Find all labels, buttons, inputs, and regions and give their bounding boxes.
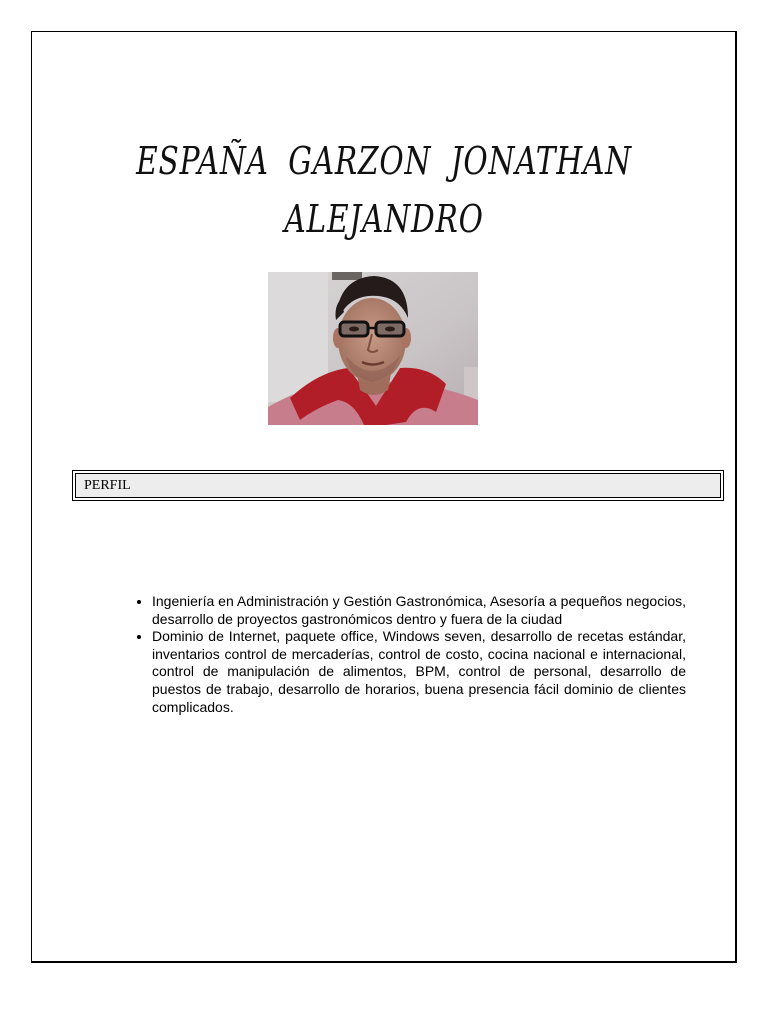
- document-page: [31, 31, 737, 963]
- page-title: [109, 132, 658, 248]
- list-item: • Ingeniería en Administración y Gestión Gastronómica, Asesoría a pequeños negocios, desarrollo de proyectos gastronómicos dentro y fuera de la ciudad: [152, 593, 686, 628]
- profile-list: [129, 593, 686, 716]
- section-title: PERFIL: [75, 473, 721, 498]
- list-item: • Dominio de Internet, paquete office, Windows seven, desarrollo de recetas estándar, inventarios control de mercaderías, control de costo, cocina nacional e internacional, control de manipulación de alimentos, BPM, control de personal, desarrollo de puestos de trabajo, desarrollo de horarios, buena presencia fácil dominio de clientes complicados.: [152, 628, 686, 716]
- title-line-2: ALEJANDRO: [284, 197, 484, 241]
- title-line-1: ESPAÑA GARZON JONATHAN: [136, 139, 632, 183]
- profile-photo: [268, 272, 478, 425]
- section-header: [72, 470, 724, 501]
